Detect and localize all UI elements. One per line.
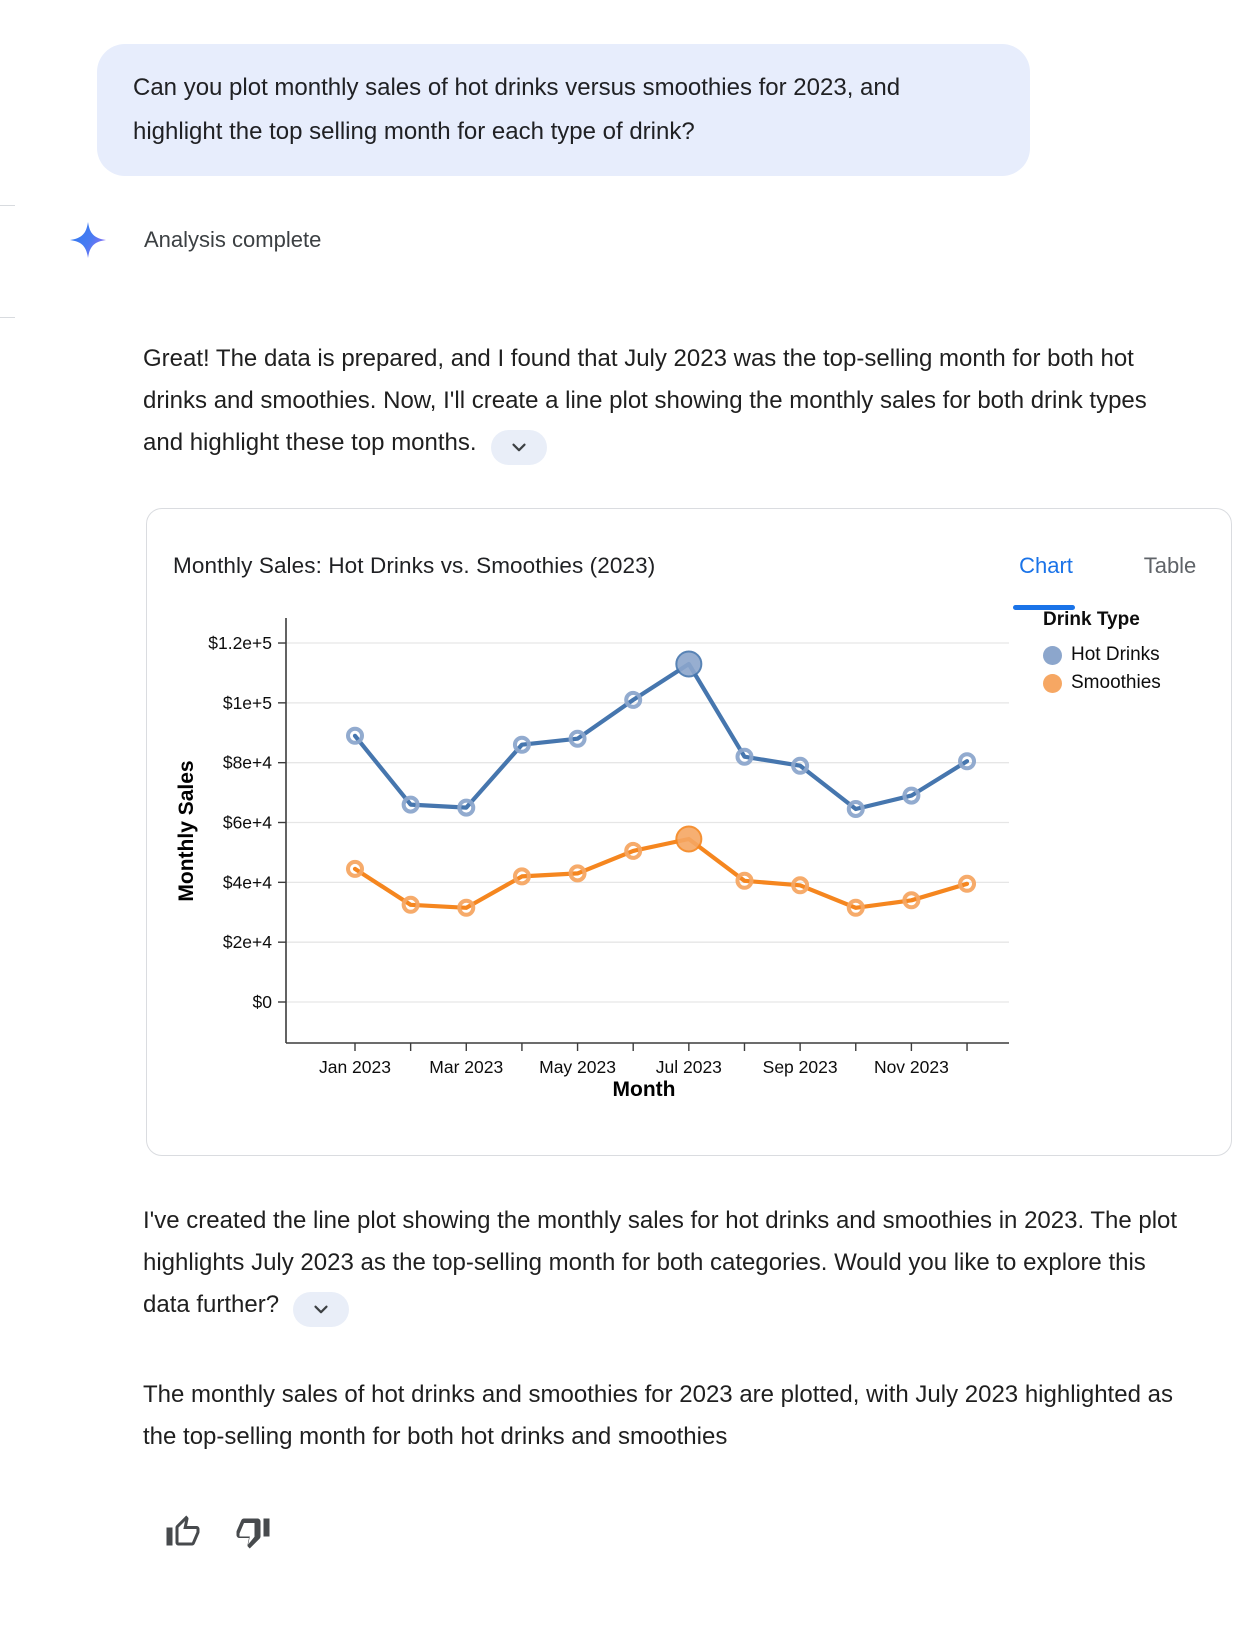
x-axis-title: Month <box>612 1078 676 1101</box>
x-tick-label: Mar 2023 <box>429 1057 504 1077</box>
user-message-text: Can you plot monthly sales of hot drinks versus smoothies for 2023, and highlight the top selling month for each type of drink? <box>133 74 901 145</box>
y-tick-label: $1.2e+5 <box>208 633 272 654</box>
chart-card <box>146 508 1232 1156</box>
assistant-message-summary-text: The monthly sales of hot drinks and smoothies for 2023 are plotted, with July 2023 highlighted as the top-selling month for both hot drinks and smoothies <box>143 1381 1173 1450</box>
y-tick-label: $6e+4 <box>222 812 272 833</box>
y-axis <box>208 618 286 1043</box>
x-tick-label: Sep 2023 <box>762 1057 838 1077</box>
x-axis <box>286 1043 1009 1077</box>
y-axis-title: Monthly Sales <box>175 760 198 902</box>
y-tick-label: $4e+4 <box>222 872 272 893</box>
legend-label-hot-drinks: Hot Drinks <box>1071 644 1160 665</box>
expand-button[interactable] <box>491 430 547 465</box>
series-smoothies <box>348 827 974 915</box>
y-tick-label: $0 <box>252 992 272 1012</box>
gemini-sparkle-icon <box>70 222 106 258</box>
highlight-marker-smoothies <box>676 827 701 852</box>
left-edge-mark <box>0 205 15 206</box>
tab-chart[interactable]: Chart <box>1001 549 1091 583</box>
assistant-message-intro-text: Great! The data is prepared, and I found that July 2023 was the top-selling month for both hot drinks and smoothies. Now, I'll create a line plot showing the monthly sales for both drink types and highlight these top months. <box>143 345 1147 456</box>
line-chart <box>147 589 1233 1134</box>
legend-label-smoothies: Smoothies <box>1071 672 1161 693</box>
highlight-marker-hot-drinks <box>676 652 701 677</box>
y-tick-label: $8e+4 <box>222 752 272 773</box>
expand-button[interactable] <box>293 1292 349 1327</box>
chart-card-title: Monthly Sales: Hot Drinks vs. Smoothies (2023) <box>173 553 656 578</box>
assistant-message-summary <box>143 1374 1178 1458</box>
assistant-message-result-text: I've created the line plot showing the monthly sales for hot drinks and smoothies in 2023. The plot highlights July 2023 as the top-selling month for both categories. Would you like to explore this data further? <box>143 1207 1178 1318</box>
x-tick-label: May 2023 <box>539 1057 616 1077</box>
assistant-message-result <box>143 1200 1178 1327</box>
feedback-bar <box>163 1512 273 1555</box>
x-tick-label: Nov 2023 <box>873 1057 949 1077</box>
assistant-message-intro <box>143 338 1178 465</box>
thumb-down-button[interactable] <box>233 1512 273 1555</box>
x-tick-label: Jan 2023 <box>318 1057 392 1077</box>
status-text: Analysis complete <box>144 227 322 252</box>
thumb-down-icon <box>235 1514 271 1550</box>
user-message-bubble <box>97 44 1030 176</box>
legend-title: Drink Type <box>1043 609 1140 630</box>
chevron-down-icon <box>508 436 530 458</box>
y-tick-label: $1e+5 <box>222 692 272 713</box>
series-hot-drinks <box>348 652 974 817</box>
tab-table[interactable]: Table <box>1127 549 1213 583</box>
y-tick-label: $2e+4 <box>222 932 272 953</box>
status-row <box>70 222 321 258</box>
x-tick-label: Jul 2023 <box>655 1057 722 1077</box>
thumb-up-icon <box>165 1514 201 1550</box>
thumb-up-button[interactable] <box>163 1512 203 1555</box>
gridlines <box>286 643 1009 1002</box>
left-edge-mark <box>0 317 15 318</box>
chevron-down-icon <box>310 1298 332 1320</box>
